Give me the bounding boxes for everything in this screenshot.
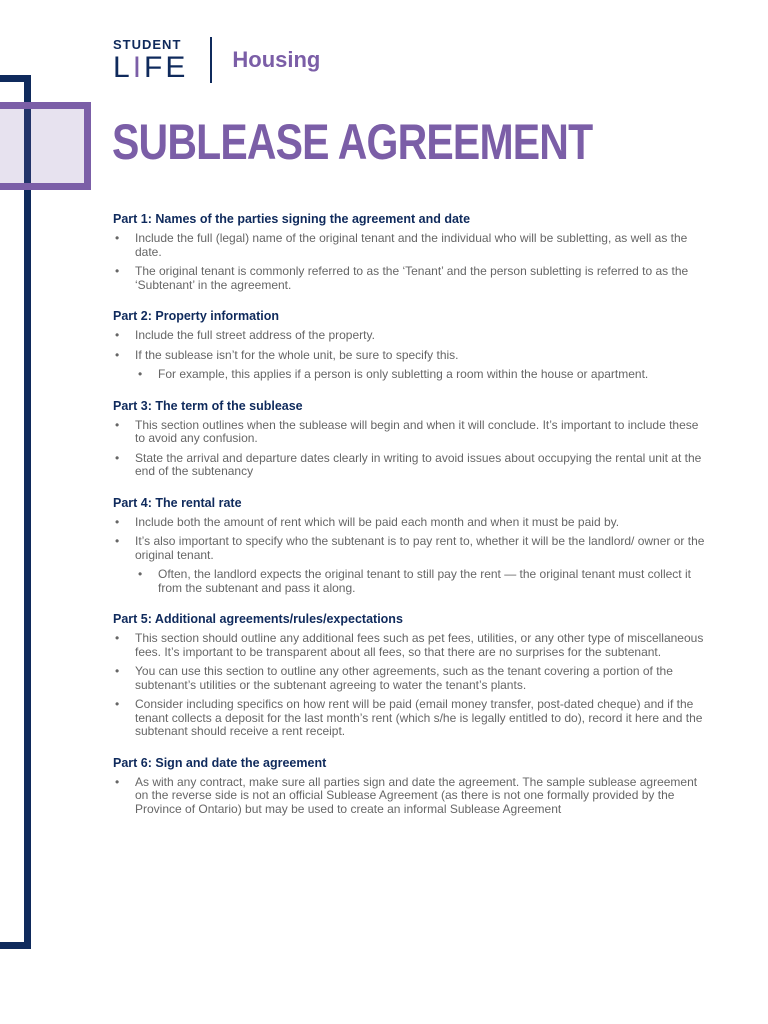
logo-wordmark	[113, 38, 188, 83]
section-part-2	[113, 308, 708, 382]
section-heading: Part 1: Names of the parties signing the agreement and date	[113, 212, 471, 226]
logo-housing-text: Housing	[232, 47, 321, 72]
section-heading: Part 3: The term of the sublease	[113, 398, 303, 413]
section-heading: Part 6: Sign and date the agreement	[113, 755, 327, 770]
logo-life-l: L	[113, 50, 133, 84]
section-part-3	[113, 398, 708, 479]
bullet-list	[113, 632, 708, 739]
list-item: • This section should outline any additional fees such as pet fees, utilities, or any other type of miscellaneous fees. It’s important to be transparent about all fees, so that there are no surprises for the subtenant.	[113, 632, 708, 659]
logo-life-rest: FE	[144, 50, 189, 84]
document-body	[113, 211, 708, 832]
list-item: • If the sublease isn’t for the whole unit, be sure to specify this.	[113, 349, 708, 363]
logo-life-text	[113, 50, 189, 84]
section-heading: Part 4: The rental rate	[113, 495, 242, 510]
section-part-6	[113, 755, 708, 817]
decorative-frame-navy	[0, 75, 31, 949]
sub-list-item: • For example, this applies if a person is only subletting a room within the house or apartment.	[136, 368, 708, 382]
bullet-list	[113, 776, 708, 817]
list-item: • Include both the amount of rent which will be paid each month and when it must be paid by.	[113, 516, 708, 530]
list-item: • Include the full (legal) name of the original tenant and the individual who will be subletting, as well as the date.	[113, 232, 708, 259]
section-part-4	[113, 495, 708, 596]
student-life-logo	[113, 36, 320, 84]
page-title: SUBLEASE AGREEMENT	[112, 114, 593, 170]
list-item: • The original tenant is commonly referred to as the ‘Tenant’ and the person subletting is referred to as the ‘Subtenant’ in the agreement.	[113, 265, 708, 292]
list-item: • State the arrival and departure dates clearly in writing to avoid issues about occupying the rental unit at the end of the subtenancy	[113, 452, 708, 479]
bullet-list	[113, 232, 708, 292]
list-item: • You can use this section to outline any other agreements, such as the tenant covering a portion of the subtenant’s utilities or the subtenant agreeing to water the tenant’s plants.	[113, 665, 708, 692]
list-item: • Consider including specifics on how rent will be paid (email money transfer, post-dated cheque) and if the tenant collects a deposit for the last month’s rent (which s/he is legally entitled to do), record it here and the subtenant should receive a rent receipt.	[113, 698, 708, 739]
logo-student-text: STUDENT	[113, 36, 182, 52]
bullet-list	[113, 516, 708, 596]
section-part-1	[113, 211, 708, 292]
logo-divider	[210, 37, 212, 83]
bullet-list	[113, 329, 708, 382]
list-item: • This section outlines when the sublease will begin and when it will conclude. It’s important to include these to avoid any confusion.	[113, 419, 708, 446]
logo-life-i: I	[132, 50, 145, 84]
list-item: • It’s also important to specify who the subtenant is to pay rent to, whether it will be the landlord/ owner or the original tenant.	[113, 535, 708, 562]
section-heading: Part 2: Property information	[113, 309, 279, 323]
list-item: • Include the full street address of the property.	[113, 329, 708, 343]
section-heading: Part 5: Additional agreements/rules/expectations	[113, 612, 403, 626]
bullet-list	[113, 419, 708, 479]
list-item: • As with any contract, make sure all parties sign and date the agreement. The sample sublease agreement on the reverse side is not an official Sublease Agreement (as there is not one formally provided by the Province of Ontario) but may be used to create an informal Sublease Agreement	[113, 776, 708, 817]
section-part-5	[113, 611, 708, 739]
decorative-frame-purple	[0, 102, 91, 190]
sub-list-item: • Often, the landlord expects the original tenant to still pay the rent — the original tenant must collect it from the subtenant and pass it along.	[136, 568, 708, 595]
